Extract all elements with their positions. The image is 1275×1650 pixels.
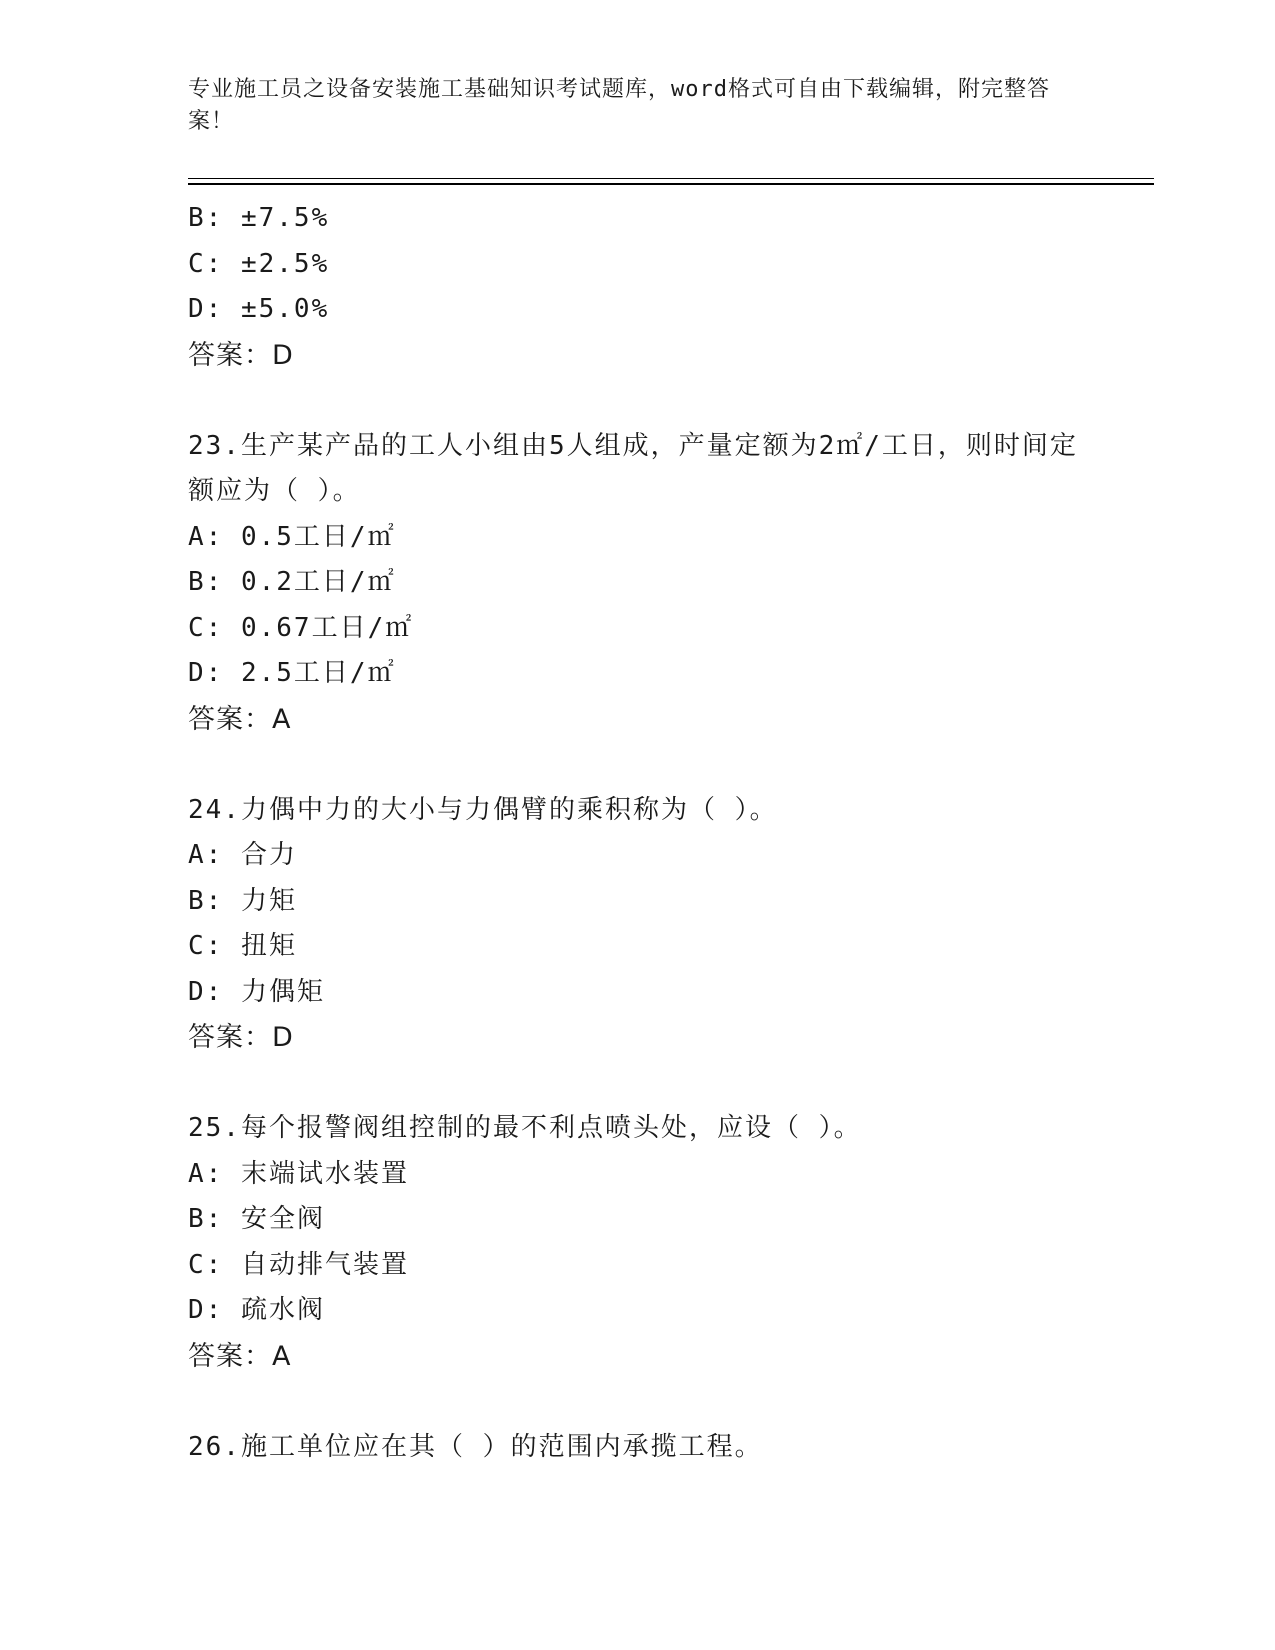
option-d: D: ±5.0%	[188, 294, 330, 324]
answer-line: 答案：A	[188, 703, 292, 735]
answer-line: 答案：D	[188, 339, 294, 371]
question-text: 25.每个报警阀组控制的最不利点喷头处，应设（ ）。	[188, 1113, 862, 1143]
option-c: C: 0.67工日/㎡	[188, 612, 414, 643]
question-list	[188, 196, 1138, 1470]
option-d: D: 2.5工日/㎡	[188, 658, 396, 688]
header-divider-thin	[188, 178, 1154, 179]
question-block-26	[188, 1425, 1138, 1471]
spacer	[188, 378, 1138, 424]
question-block-23	[188, 424, 1138, 743]
header-divider-thick	[188, 183, 1154, 185]
question-text: 26.施工单位应在其（ ）的范围内承揽工程。	[188, 1431, 763, 1462]
spacer	[188, 742, 1138, 788]
question-block-22	[188, 196, 1138, 378]
option-a: A: 末端试水装置	[188, 1158, 409, 1189]
option-b: B: 0.2工日/㎡	[188, 567, 396, 597]
answer-line: 答案：A	[188, 1340, 292, 1372]
option-d: D: 力偶矩	[188, 976, 325, 1007]
option-c: C: ±2.5%	[188, 248, 330, 279]
option-b: B: ±7.5%	[188, 203, 330, 233]
question-block-25	[188, 1106, 1138, 1379]
document-header: 专业施工员之设备安装施工基础知识考试题库，word格式可自由下载编辑，附完整答案！	[188, 77, 1050, 134]
option-c: C: 自动排气装置	[188, 1249, 409, 1280]
question-block-24	[188, 788, 1138, 1061]
option-b: B: 力矩	[188, 885, 297, 916]
spacer	[188, 1061, 1138, 1107]
option-b: B: 安全阀	[188, 1204, 325, 1234]
answer-line: 答案：D	[188, 1022, 294, 1053]
option-d: D: 疏水阀	[188, 1295, 325, 1325]
question-text: 24.力偶中力的大小与力偶臂的乘积称为（ ）。	[188, 794, 778, 825]
option-c: C: 扭矩	[188, 931, 297, 961]
question-text: 23.生产某产品的工人小组由5人组成，产量定额为2㎡/工日，则时间定额应为（ ）。	[188, 430, 1078, 506]
option-a: A: 合力	[188, 840, 297, 870]
option-a: A: 0.5工日/㎡	[188, 521, 396, 552]
spacer	[188, 1379, 1138, 1425]
